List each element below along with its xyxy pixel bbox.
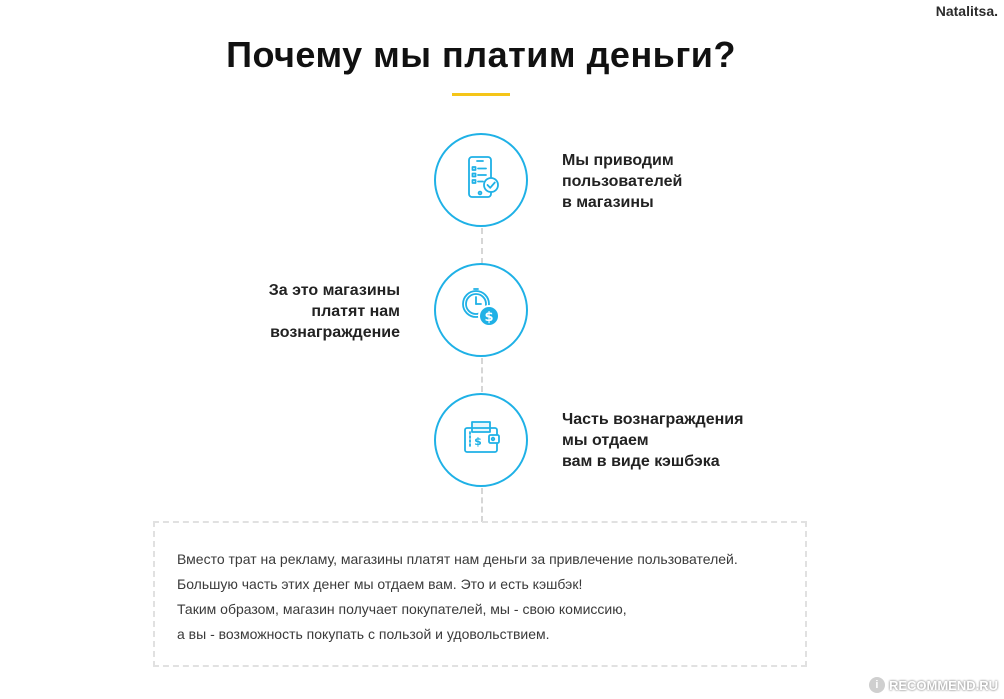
step-1-line: Мы приводим [562,152,674,169]
wallet-cashback-icon [455,412,507,469]
step-2-line: платят нам [311,303,400,320]
info-box [153,521,807,667]
info-line: Таким образом, магазин получает покупателей, мы - свою комиссию, [177,601,627,617]
title-underline [452,93,510,96]
step-1-line: пользователей [562,173,683,190]
username-label: Natalitsa. [935,3,998,19]
step-2-circle [434,263,528,357]
clock-dollar-icon [455,282,507,339]
step-3-line: вам в виде кэшбэка [562,453,720,470]
info-line: а вы - возможность покупать с пользой и удовольствием. [177,626,550,642]
page-title: Почему мы платим деньги? [226,34,736,75]
svg-text:$: $ [484,309,494,325]
watermark [869,677,998,693]
step-3-line: мы отдаем [562,432,649,449]
watermark-badge: i [869,677,885,693]
step-2-text [269,280,400,343]
step-1-circle [434,133,528,227]
step-3-circle [434,393,528,487]
watermark-text: RECOMMEND.RU [888,677,998,693]
timeline-connector [481,358,483,392]
timeline-connector [481,488,483,522]
step-1-line: в магазины [562,194,654,211]
info-line: Вместо трат на рекламу, магазины платят нам деньги за привлечение пользователей. [177,551,738,567]
step-2-line: За это магазины [268,282,400,299]
step-1-text [562,150,682,213]
step-3-line: Часть вознаграждения [562,411,744,428]
svg-text:$: $ [474,434,482,448]
phone-checklist-icon [455,152,507,209]
timeline-connector [481,228,483,264]
info-line: Большую часть этих денег мы отдаем вам. Это и есть кэшбэк! [177,576,583,592]
step-3-text [562,409,743,472]
step-2-line: вознаграждение [270,324,400,341]
